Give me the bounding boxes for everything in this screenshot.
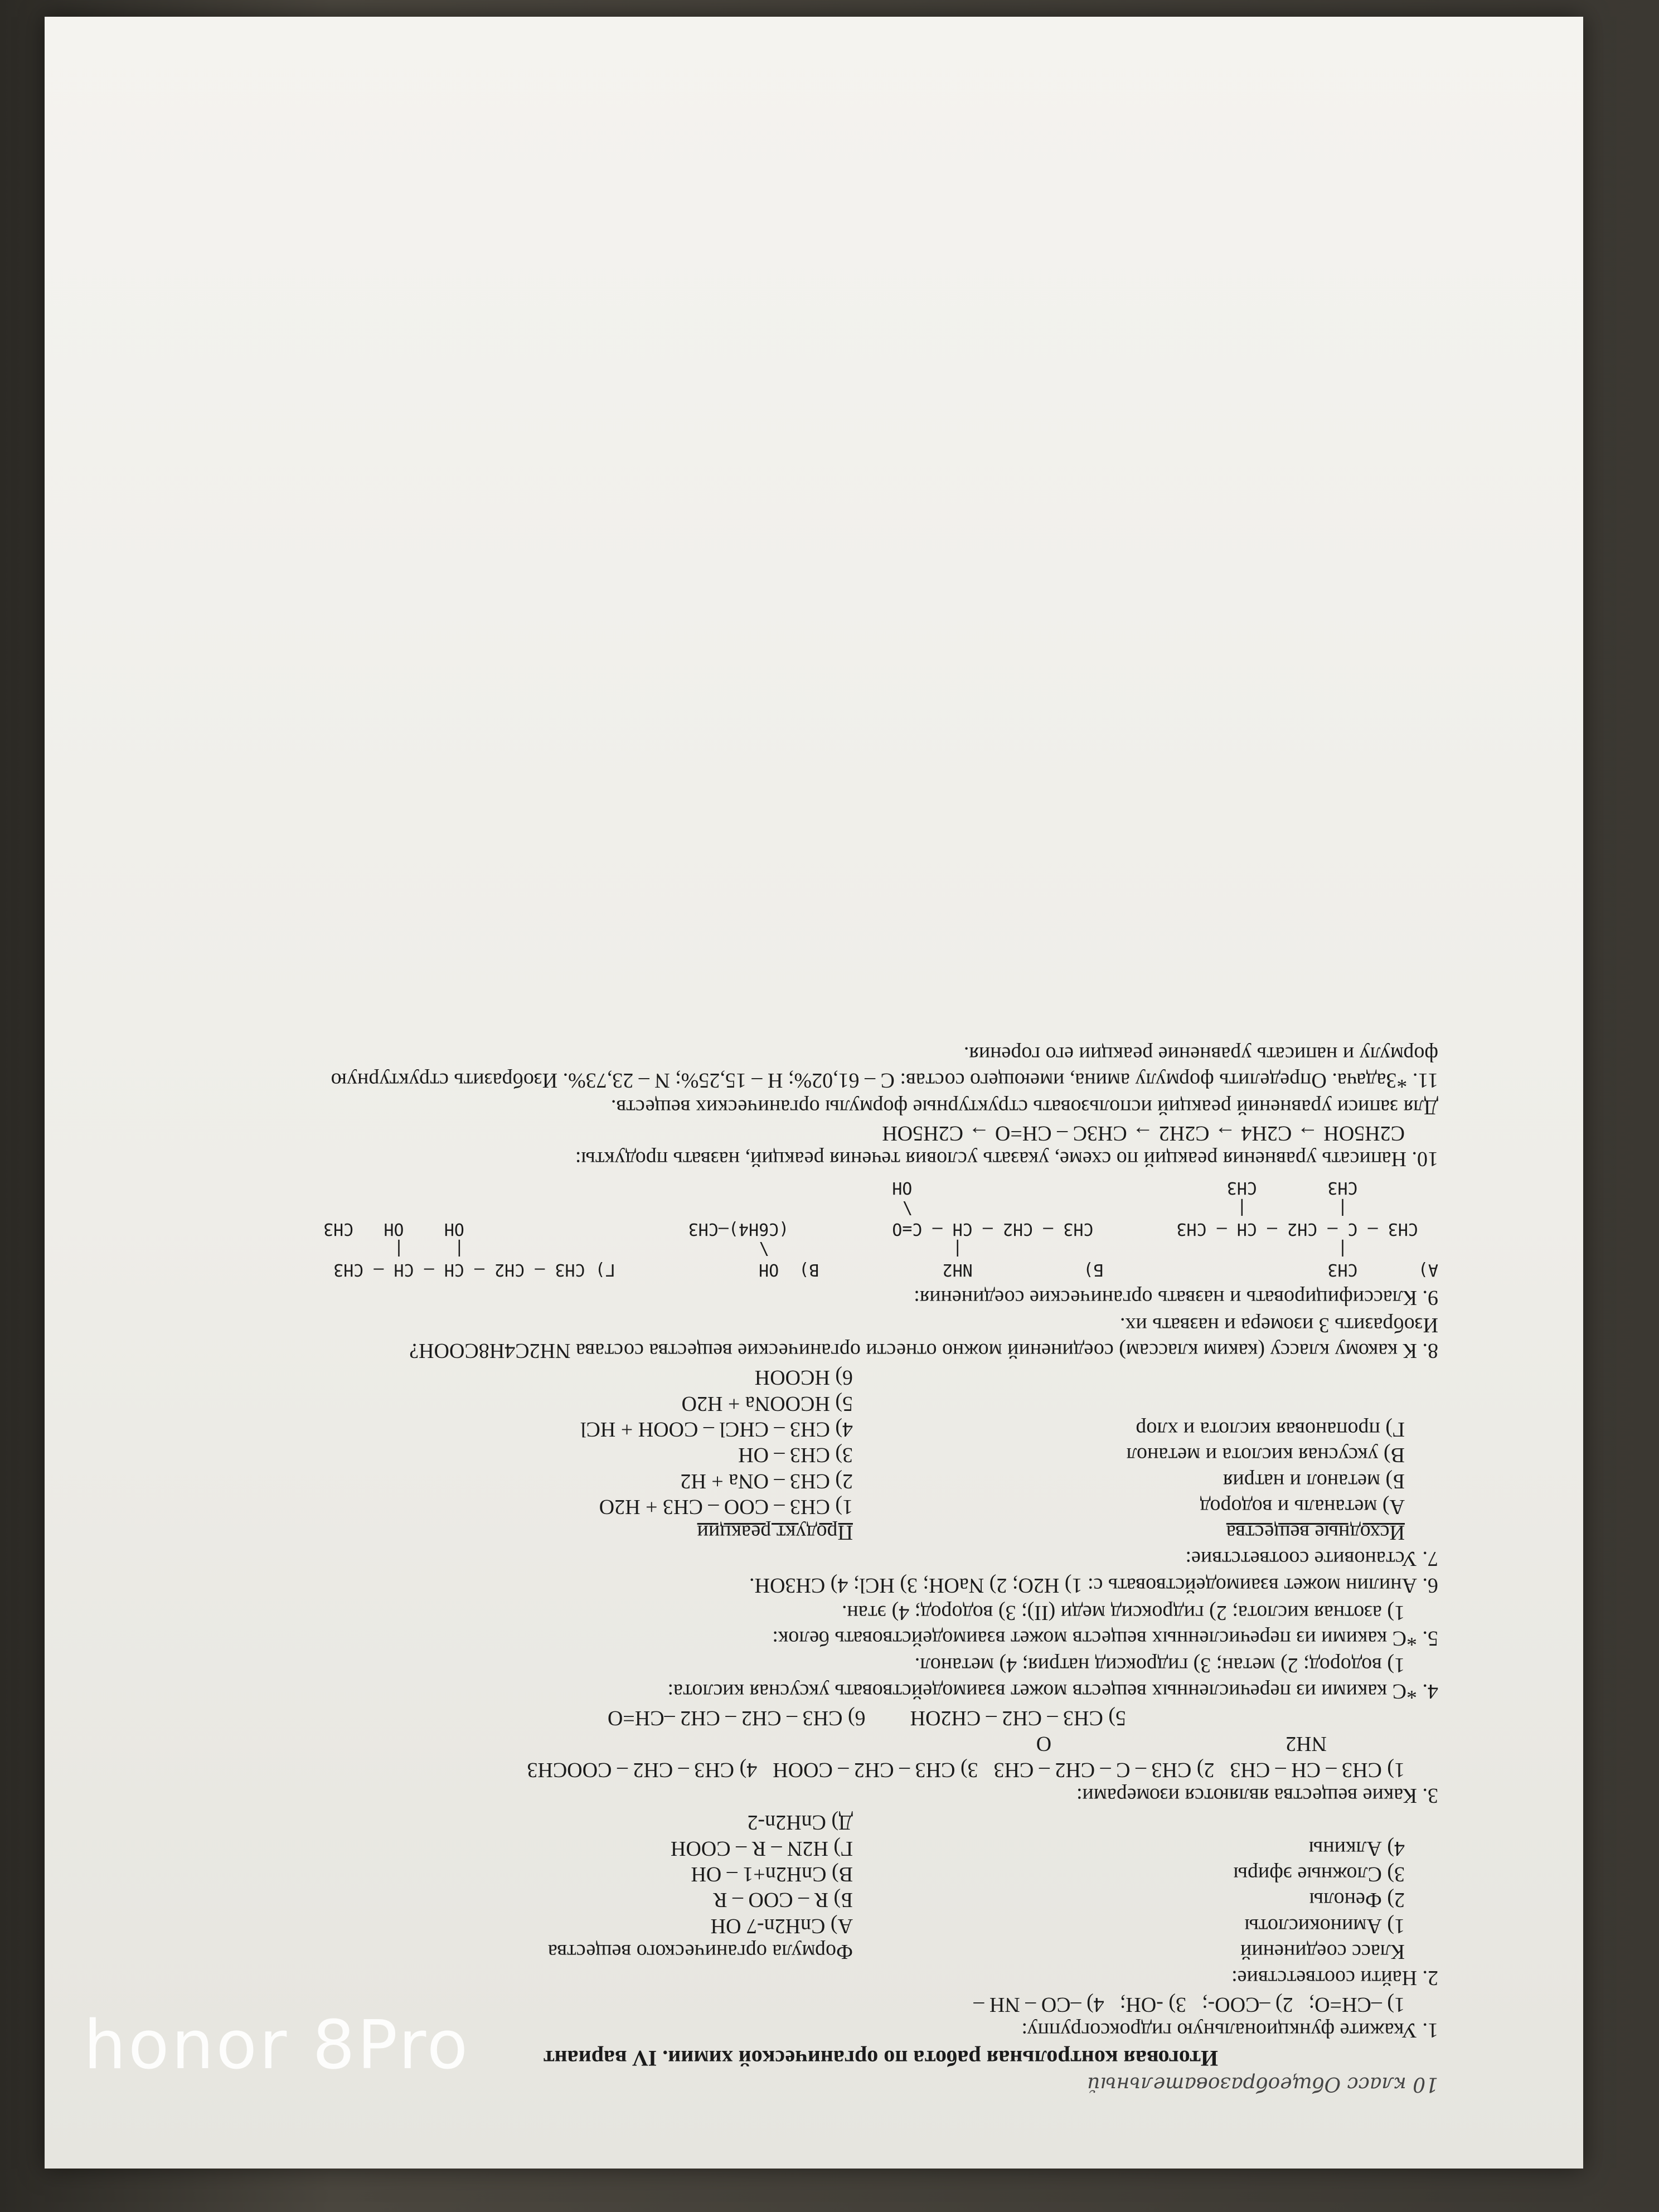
question-1: 1. Укажите функциональную гидроксогруппу: 1) –CH=O; 2) –COO-; 3) -OH; 4) –CO – NH –: [973, 1992, 1438, 2043]
question-2: 2. Найти соответствие: Класс соединений Формула органического вещества 1) Аминокислоты А) CnH2n-7 OH 2) Фенолы Б) R – COO – R 3) Сложные эфиры В) CnH2n+1 – OH 4) Алкины Г) H2N – R – COOH Д) CnH2n-2: [547, 1811, 1438, 1990]
question-11: 11. *Задача. Определить формулу амина, имеющего состав: C – 61,02%; H – 15,25%; N – 23,73%. Изобразить структурную формулу и написать уравнение реакции его горения.: [331, 1042, 1438, 1092]
structure-b: Б) NH2 | CH3 – CH2 – CH – C=O \ OH: [892, 1178, 1104, 1279]
structure-d: Г) CH3 – CH2 – CH – CH – CH3 | | OH OH CH3: [323, 1219, 615, 1279]
question-6: 6. Анилин может взаимодействовать с: 1) H2O; 2) NaOH; 3) HCl; 4) CH3OH.: [749, 1574, 1438, 1598]
paper-sheet: [45, 17, 1583, 2169]
question-4: 4. *С какими из перечисленных веществ может взаимодействовать уксусная кислота: 1) водород; 2) метан; 3) гидроксид натрия; 4) метанол.: [667, 1653, 1438, 1703]
handwritten-note: 10 класс Общеобразовательный: [1087, 2073, 1438, 2095]
structure-a: А) CH3 | CH3 – C – CH2 – CH – CH3 | | CH3 CH3: [1176, 1178, 1438, 1279]
question-10: 10. Написать уравнения реакций по схеме, указать условия течения реакций, назвать продукты: C2H5OH → C2H4 → C2H2 → CH3C – CH=O → C2H5OH Для записи уравнений реакций использовать структурные формулы органических веществ.: [575, 1095, 1438, 1171]
document-text: [323, 758, 1438, 2096]
question-8: 8. К какому классу (каким классам) соединений можно отнести органические вещества состава NH2C4H8COOH? Изобразить 3 изомера и назвать их.: [409, 1313, 1438, 1362]
question-3: 3. Какие вещества являются изомерами: 1) CH3 – CH – CH3 2) CH3 – C – CH2 – CH3 3) CH3 – CH2 – COOH 4) CH3 – CH2 – COOCH3 NH2 O 5) CH3 – CH2 – CH2OH 6) CH3 – CH2 – CH2 –CH=O: [527, 1706, 1438, 1808]
camera-watermark: honor 8Pro: [84, 2007, 470, 2084]
structure-c: В) OH \ (C6H4)–CH3: [688, 1219, 819, 1279]
page-title: Итоговая контрольная работа по органической химии. IV вариант: [543, 2046, 1219, 2072]
question-5: 5. *С какими из перечисленных веществ может взаимодействовать белок: 1) азотная кислота; 2) гидроксид меди (II); 3) водород; 4) этан.: [772, 1600, 1438, 1650]
question-7: 7. Установите соответствие: Исходные вещества Продукт реакции А) метаналь и водород 1) CH3 – COO – CH3 + H2O Б) метанол и натрия 2) CH3 – ONa + H2 В) уксусная кислота и метанол 3) CH3 – OH Г) пропановая кислота и хлор 4) CH3 – CHCl – COOH + HCl 5) HCOONa + H2O 6) HCOOH: [580, 1366, 1438, 1570]
question-9: 9. Классифицировать и назвать органические соединения: А) CH3 | CH3 – C – CH2 – CH – CH3 | | CH3 CH3 Б) NH2 | CH3 – CH2 – CH – C=O \ OH В) OH \ (C6H4)–CH3 Г) CH3 – CH2 – CH – CH – CH3 | | OH OH CH3: [323, 1178, 1438, 1310]
